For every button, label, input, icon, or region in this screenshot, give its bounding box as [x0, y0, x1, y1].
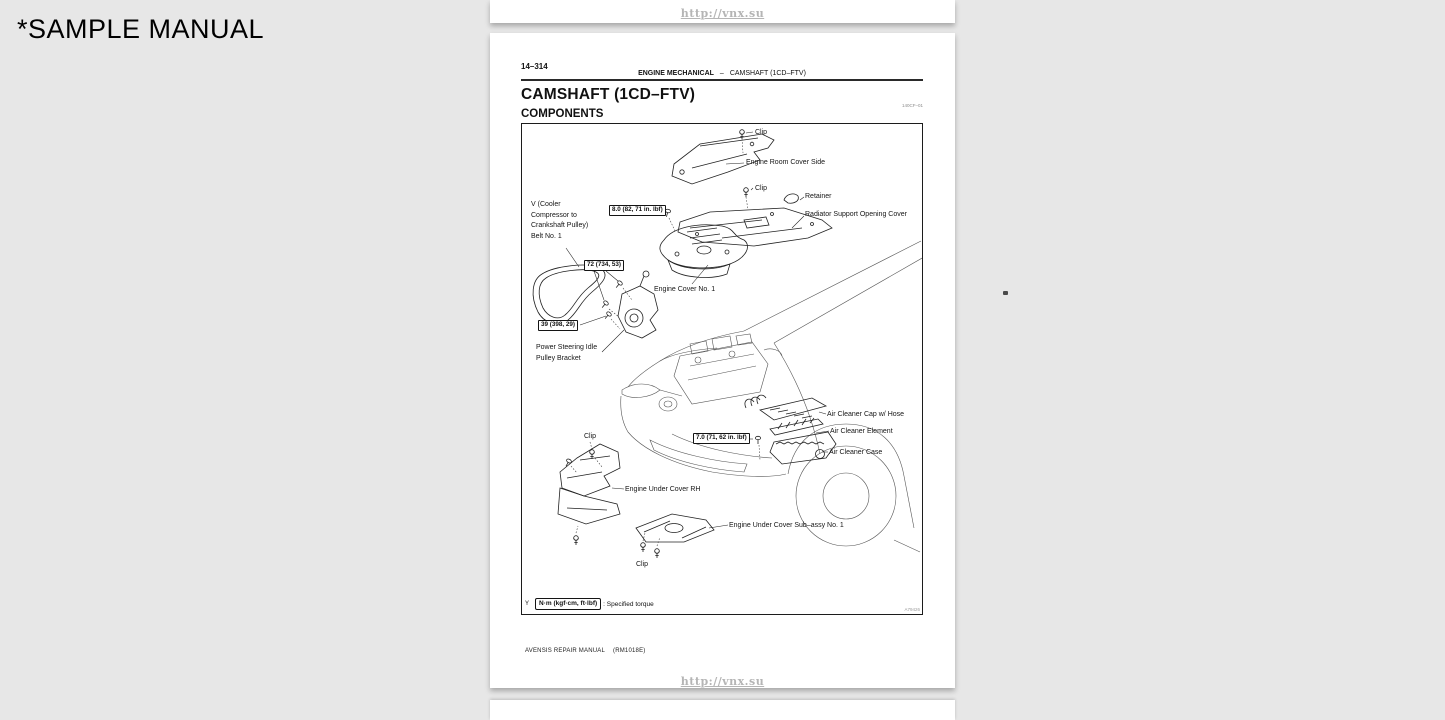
page-number: 14–314 — [521, 62, 548, 71]
watermark-url: http://vnx.su — [680, 675, 765, 688]
legend-torque-caption: : Specified torque — [603, 600, 654, 608]
previous-page-fragment — [490, 0, 955, 23]
figure-code: A79426 — [904, 607, 920, 612]
part-label-retainer: Retainer — [805, 193, 832, 200]
part-label-clip-3: Clip — [584, 433, 597, 440]
part-label-clip-bottom: Clip — [636, 561, 649, 568]
engine-cover-part — [660, 225, 748, 278]
part-label-clip-2: Clip — [755, 185, 768, 192]
running-header-topic: CAMSHAFT (1CD–FTV) — [729, 70, 806, 77]
part-label-engine-room-cover-side: Engine Room Cover Side — [746, 159, 825, 166]
footer-manual-name: AVENSIS REPAIR MANUAL — [525, 648, 605, 654]
scan-speck-artifact — [1003, 291, 1008, 295]
sample-manual-label: *SAMPLE MANUAL — [17, 14, 265, 44]
footer-manual-code: (RM1018E) — [613, 648, 646, 654]
engine-under-cover-subassy-part — [636, 514, 714, 542]
exploded-view-line-art — [522, 124, 922, 614]
page-title: CAMSHAFT (1CD–FTV) — [521, 86, 696, 103]
section-code: 140CF–01 — [901, 103, 923, 108]
running-header-separator: – — [719, 70, 724, 77]
part-label-engine-under-cover-rh: Engine Under Cover RH — [625, 486, 701, 493]
legend-torque-unit-box: N·m (kgf·cm, ft·lbf) — [535, 598, 601, 610]
part-label-air-cleaner-element: Air Cleaner Element — [830, 428, 893, 435]
retainer-part — [784, 194, 798, 203]
part-label-radiator-support-opening-cover: Radiator Support Opening Cover — [805, 211, 907, 218]
drive-belt-part — [533, 265, 605, 324]
page-footer — [525, 648, 645, 654]
torque-legend — [525, 598, 654, 610]
engine-under-cover-rh-part — [558, 444, 620, 524]
torque-spec-idler-pulley: 72 (734, 53) — [584, 260, 624, 271]
part-label-air-cleaner-case: Air Cleaner Case — [829, 449, 883, 456]
torque-spec-engine-cover: 8.0 (82, 71 in. lbf) — [609, 205, 666, 216]
exploded-view-diagram — [521, 123, 923, 615]
next-page-fragment — [490, 700, 955, 720]
running-header-section: ENGINE MECHANICAL — [638, 70, 714, 77]
running-header — [521, 70, 923, 81]
part-label-engine-under-cover-subassy: Engine Under Cover Sub–assy No. 1 — [729, 522, 844, 529]
torque-spec-air-cleaner: 7.0 (71, 62 in. lbf) — [693, 433, 750, 444]
power-steering-bracket-part — [618, 271, 658, 338]
air-cleaner-cap-part — [745, 395, 826, 420]
legend-axis-letter: Y — [525, 601, 530, 608]
part-label-air-cleaner-cap: Air Cleaner Cap w/ Hose — [827, 411, 905, 418]
manual-page — [490, 33, 955, 688]
air-cleaner-case-part — [770, 432, 836, 464]
part-label-clip-top: Clip — [755, 129, 768, 136]
torque-spec-bracket: 39 (398, 29) — [538, 320, 578, 331]
page-subtitle: COMPONENTS — [521, 108, 604, 120]
part-label-power-steering-bracket: Power Steering Idle Pulley Bracket — [536, 344, 598, 362]
air-cleaner-element-part — [770, 418, 823, 435]
part-label-engine-cover: Engine Cover No. 1 — [654, 286, 716, 293]
part-label-belt: V (Cooler Compressor to Crankshaft Pulley) Belt No. 1 — [531, 201, 589, 240]
watermark-url: http://vnx.su — [680, 7, 765, 20]
